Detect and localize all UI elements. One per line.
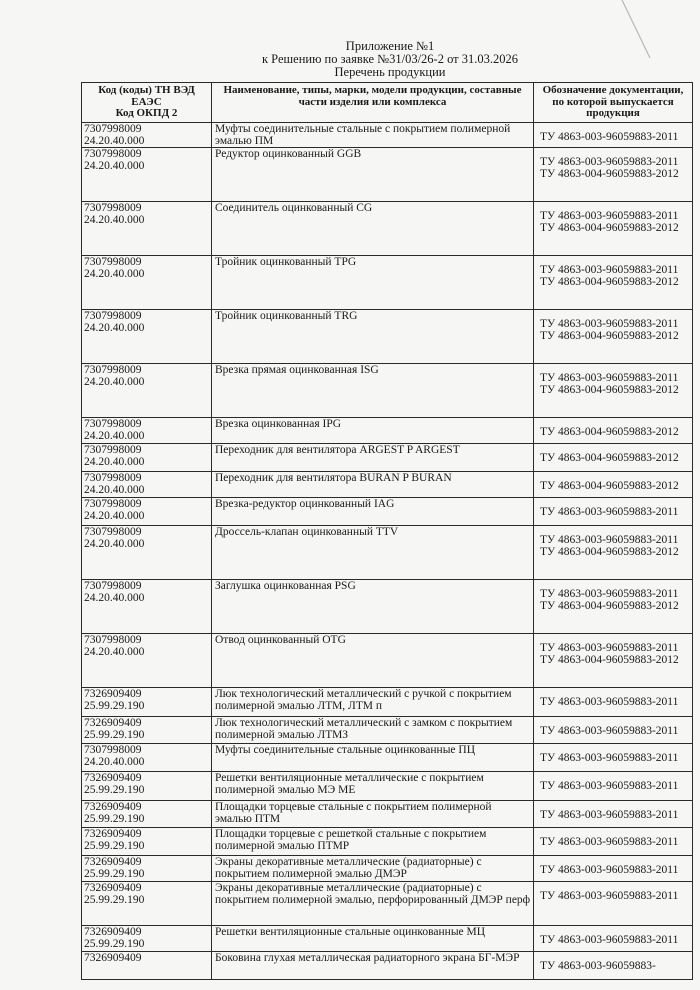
table-row [82,497,693,525]
spec-reference: ТУ 4863-003-96059883-2011 [540,724,679,737]
spec-reference: ТУ 4863-003-96059883-2011 [540,933,679,946]
product-name-cell: Переходник для вентилятора BURAN P BURAN [212,471,534,497]
documentation-cell [534,687,693,716]
spec-reference: ТУ 4863-003-96059883-2011 [540,863,679,876]
product-name-cell: Решетки вентиляционные металлические с покрытием полимерной эмалью МЭ МЕ [212,771,534,800]
product-name-cell: Люк технологический металлический с ручкой с покрытием полимерной эмалью ЛТМ, ЛТМ п [212,687,534,716]
tn-ved-code: 7307998009 [84,417,142,430]
spec-reference: ТУ 4863-004-96059883-2012 [540,479,679,492]
table-row [82,147,693,201]
product-name-cell: Решетки вентиляционные стальные оцинкованные МЦ [212,925,534,951]
code-cell [82,855,212,881]
table-row [82,417,693,443]
spec-reference: ТУ 4863-003-96059883-2011 [540,695,679,708]
product-name-cell: Муфты соединительные стальные оцинкованные ПЦ [212,743,534,771]
table-row [82,122,693,147]
spec-reference: ТУ 4863-003-96059883-2011 [540,130,679,143]
table-row [82,800,693,827]
okpd-code: 25.99.29.190 [84,839,145,852]
product-name-cell: Экраны декоративные металлические (радиаторные) с покрытием полимерной эмалью, перфорированный ДМЭР перф [212,881,534,925]
okpd-code: 25.99.29.190 [84,812,145,825]
okpd-code: 24.20.40.000 [84,267,145,280]
product-name-cell: Люк технологический металлический с замком с покрытием полимерной эмалью ЛТМЗ [212,716,534,743]
documentation-cell [534,497,693,525]
tn-ved-code: 7307998009 [84,579,142,592]
table-row [82,471,693,497]
tn-ved-code: 7307998009 [84,525,142,538]
product-name-cell: Площадки торцевые с решеткой стальные с покрытием полимерной эмалью ПТМР [212,827,534,855]
spec-reference: ТУ 4863-004-96059883-2012 [540,599,679,612]
spec-reference: ТУ 4863-004-96059883-2012 [540,329,679,342]
documentation-cell [534,525,693,579]
code-cell [82,800,212,827]
okpd-code: 25.99.29.190 [84,937,145,950]
tn-ved-code: 7307998009 [84,471,142,484]
product-name-cell: Муфты соединительные стальные с покрытием полимерной эмалью ПМ [212,122,534,147]
product-name-cell: Тройник оцинкованный TRG [212,309,534,363]
code-cell [82,443,212,471]
table-row [82,855,693,881]
spec-reference: ТУ 4863-003-96059883- [540,959,656,972]
product-name-cell: Боковина глухая металлическая радиаторного экрана БГ-МЭР [212,951,534,979]
documentation-cell [534,309,693,363]
table-row [82,925,693,951]
documentation-cell [534,122,693,147]
code-cell [82,309,212,363]
okpd-code: 24.20.40.000 [84,755,145,768]
documentation-cell [534,579,693,633]
tn-ved-code: 7307998009 [84,309,142,322]
product-name-cell: Переходник для вентилятора ARGEST P ARGEST [212,443,534,471]
okpd-code: 25.99.29.190 [84,893,145,906]
spec-reference: ТУ 4863-004-96059883-2012 [540,653,679,666]
documentation-cell [534,827,693,855]
code-cell [82,716,212,743]
code-cell [82,122,212,147]
code-cell [82,827,212,855]
code-cell [82,417,212,443]
code-header-line: Код (коды) ТН ВЭД [98,84,195,96]
documentation-cell [534,855,693,881]
spec-reference: ТУ 4863-003-96059883-2011 [540,641,679,654]
okpd-code: 24.20.40.000 [84,483,145,496]
products-table [81,82,693,980]
spec-reference: ТУ 4863-003-96059883-2011 [540,751,679,764]
table-row [82,525,693,579]
tn-ved-code: 7307998009 [84,743,142,756]
okpd-code: 25.99.29.190 [84,783,145,796]
tn-ved-code: 7307998009 [84,633,142,646]
product-name-cell: Врезка-редуктор оцинкованный IAG [212,497,534,525]
spec-reference: ТУ 4863-004-96059883-2012 [540,275,679,288]
tn-ved-code: 7307998009 [84,122,142,135]
product-name-cell: Экраны декоративные металлические (радиаторные) с покрытием полимерной эмалью ДМЭР [212,855,534,881]
code-cell [82,363,212,417]
spec-reference: ТУ 4863-003-96059883-2011 [540,371,679,384]
code-cell [82,497,212,525]
product-name-cell: Заглушка оцинкованная PSG [212,579,534,633]
spec-reference: ТУ 4863-003-96059883-2011 [540,889,679,902]
code-cell [82,881,212,925]
code-cell [82,147,212,201]
code-cell [82,525,212,579]
spec-reference: ТУ 4863-003-96059883-2011 [540,779,679,792]
code-cell [82,925,212,951]
documentation-cell [534,800,693,827]
table-row [82,687,693,716]
tn-ved-code: 7307998009 [84,201,142,214]
okpd-code: 25.99.29.190 [84,867,145,880]
appendix-title: Приложение №1 [345,39,435,53]
column-header-doc: Обозначение документации, по которой выпускается продукция [534,83,693,123]
code-header-line: Код ОКПД 2 [115,107,178,119]
code-cell [82,255,212,309]
spec-reference: ТУ 4863-004-96059883-2012 [540,451,679,464]
spec-reference: ТУ 4863-003-96059883-2011 [540,155,679,168]
spec-reference: ТУ 4863-003-96059883-2011 [540,533,679,546]
code-cell [82,687,212,716]
table-row [82,743,693,771]
tn-ved-code: 7307998009 [84,363,142,376]
product-name-cell: Тройник оцинкованный TPG [212,255,534,309]
documentation-cell [534,443,693,471]
product-name-cell: Врезка прямая оцинкованная ISG [212,363,534,417]
spec-reference: ТУ 4863-003-96059883-2011 [540,808,679,821]
tn-ved-code: 7326909409 [84,855,142,868]
table-row [82,309,693,363]
okpd-code: 24.20.40.000 [84,645,145,658]
table-row [82,881,693,925]
code-cell [82,951,212,979]
documentation-cell [534,743,693,771]
product-name-cell: Врезка оцинкованная IPG [212,417,534,443]
table-row [82,201,693,255]
okpd-code: 25.99.29.190 [84,728,145,741]
spec-reference: ТУ 4863-003-96059883-2011 [540,263,679,276]
product-name-cell: Дроссель-клапан оцинкованный TTV [212,525,534,579]
spec-reference: ТУ 4863-003-96059883-2011 [540,505,679,518]
tn-ved-code: 7326909409 [84,716,142,729]
table-row [82,579,693,633]
spec-reference: ТУ 4863-003-96059883-2011 [540,209,679,222]
table-row [82,443,693,471]
spec-reference: ТУ 4863-004-96059883-2012 [540,545,679,558]
tn-ved-code: 7326909409 [84,951,142,964]
okpd-code: 24.20.40.000 [84,321,145,334]
table-row [82,827,693,855]
spec-reference: ТУ 4863-004-96059883-2012 [540,383,679,396]
okpd-code: 24.20.40.000 [84,509,145,522]
spec-reference: ТУ 4863-003-96059883-2011 [540,587,679,600]
documentation-cell [534,471,693,497]
spec-reference: ТУ 4863-003-96059883-2011 [540,317,679,330]
okpd-code: 24.20.40.000 [84,591,145,604]
tn-ved-code: 7326909409 [84,771,142,784]
spec-reference: ТУ 4863-003-96059883-2011 [540,835,679,848]
column-header-name: Наименование, типы, марки, модели продукции, составные части изделия или комплекса [212,83,534,123]
documentation-cell [534,147,693,201]
column-header-code [82,83,212,123]
table-row [82,255,693,309]
list-title: Перечень продукции [334,65,446,79]
product-name-cell: Площадки торцевые стальные с покрытием полимерной эмалью ПТМ [212,800,534,827]
spec-reference: ТУ 4863-004-96059883-2012 [540,221,679,234]
code-cell [82,201,212,255]
tn-ved-code: 7326909409 [84,925,142,938]
tn-ved-code: 7307998009 [84,255,142,268]
table-row [82,716,693,743]
table-row [82,951,693,979]
table-row [82,633,693,687]
documentation-cell [534,881,693,925]
okpd-code: 24.20.40.000 [84,134,145,147]
document-header [0,40,700,79]
documentation-cell [534,255,693,309]
okpd-code: 24.20.40.000 [84,375,145,388]
code-cell [82,771,212,800]
product-name-cell: Отвод оцинкованный OTG [212,633,534,687]
product-name-cell: Соединитель оцинкованный CG [212,201,534,255]
tn-ved-code: 7326909409 [84,800,142,813]
code-header-line: ЕАЭС [131,95,162,108]
documentation-cell [534,201,693,255]
code-cell [82,471,212,497]
okpd-code: 24.20.40.000 [84,455,145,468]
okpd-code: 24.20.40.000 [84,159,145,172]
documentation-cell [534,363,693,417]
tn-ved-code: 7326909409 [84,687,142,700]
tn-ved-code: 7307998009 [84,147,142,160]
okpd-code: 24.20.40.000 [84,213,145,226]
documentation-cell [534,951,693,979]
documentation-cell [534,771,693,800]
okpd-code: 24.20.40.000 [84,429,145,442]
documentation-cell [534,925,693,951]
tn-ved-code: 7307998009 [84,443,142,456]
spec-reference: ТУ 4863-004-96059883-2012 [540,167,679,180]
decision-reference: к Решению по заявке №31/03/26-2 от 31.03.2026 [261,52,519,66]
product-name-cell: Редуктор оцинкованный GGB [212,147,534,201]
table-row [82,363,693,417]
spec-reference: ТУ 4863-004-96059883-2012 [540,425,679,438]
tn-ved-code: 7326909409 [84,827,142,840]
code-cell [82,743,212,771]
table-header-row [82,83,693,123]
table-row [82,771,693,800]
documentation-cell [534,633,693,687]
tn-ved-code: 7307998009 [84,497,142,510]
tn-ved-code: 7326909409 [84,881,142,894]
okpd-code: 24.20.40.000 [84,537,145,550]
code-cell [82,579,212,633]
documentation-cell [534,417,693,443]
okpd-code: 25.99.29.190 [84,699,145,712]
documentation-cell [534,716,693,743]
code-cell [82,633,212,687]
